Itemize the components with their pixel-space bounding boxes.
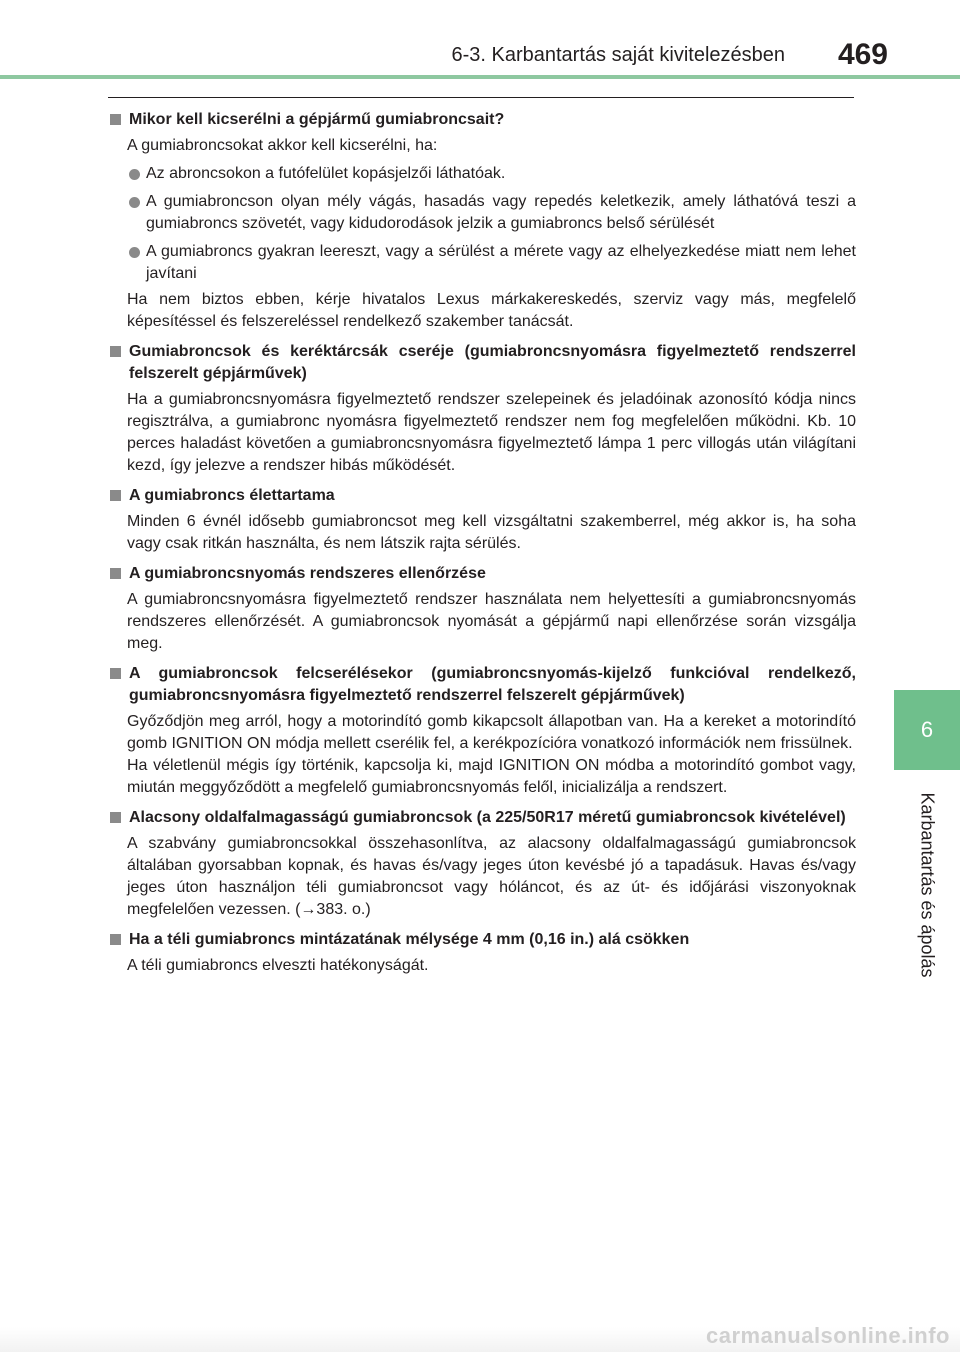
section-tire-replacement — [108, 109, 856, 333]
chapter-number: 6 — [920, 717, 934, 742]
section-wheel-replacement — [108, 341, 856, 477]
circle-bullet-icon — [129, 169, 140, 180]
list-item: Az abroncsokon a futófelület kopásjelzői láthatóak. — [108, 163, 856, 185]
list-item: A gumiabroncson olyan mély vágás, hasadás vagy repedés keletkezik, amely láthatóvá teszi a gumiabroncs szövetét, vagy kidudorodások jelzik a gumiabroncs belső sérülését — [108, 191, 856, 235]
section-heading: A gumiabroncsok felcserélésekor (gumiabroncsnyomás-kijelző funkcióval rendelkező, gumiabroncsnyomásra figyelmeztető rendszerrel felszerelt gépjárművek) — [108, 663, 856, 707]
section-winter-tire-depth — [108, 929, 856, 977]
section-heading: A gumiabroncsnyomás rendszeres ellenőrzése — [108, 563, 856, 585]
watermark: carmanualsonline.info — [706, 1323, 950, 1348]
square-bullet-icon — [110, 568, 121, 579]
square-bullet-icon — [110, 114, 121, 125]
section-heading: A gumiabroncs élettartama — [108, 485, 856, 507]
chapter-tab — [894, 690, 960, 770]
square-bullet-icon — [110, 668, 121, 679]
section-low-profile-tires — [108, 807, 856, 921]
section-heading: Alacsony oldalfalmagasságú gumiabroncsok (a 225/50R17 méretű gumiabroncsok kivételével) — [108, 807, 856, 829]
section-pressure-check — [108, 563, 856, 655]
main-content — [108, 109, 856, 985]
circle-bullet-icon — [129, 197, 140, 208]
page-number: 469 — [837, 38, 888, 71]
section-text: A gumiabroncsnyomásra figyelmeztető rendszer használata nem helyettesíti a gumiabroncsnyomás rendszeres ellenőrzését. A gumiabroncsok nyomását a gépjármű napi ellenőrzése során vizsgálja meg. — [127, 591, 856, 652]
section-outro: Ha nem biztos ebben, kérje hivatalos Lexus márkakereskedés, szerviz vagy más, megfelelő képesítéssel és felszereléssel rendelkező szakember tanácsát. — [127, 291, 856, 330]
section-text: A szabvány gumiabroncsokkal összehasonlítva, az alacsony oldalfalmagasságú gumiabroncsok általában gyorsabban kopnak, és havas és/vagy jeges úton kevésbé jó a tapadásuk. Havas és/vagy jeges úton használjon téli gumiabroncsot vagy hóláncot, és az út- és időjárási viszonyoknak megfelelően vezessen. (→383. o.) — [127, 835, 856, 918]
section-heading: Gumiabroncsok és keréktárcsák cseréje (gumiabroncsnyomásra figyelmeztető rendszerrel felszerelt gépjárművek) — [108, 341, 856, 385]
section-intro: A gumiabroncsokat akkor kell kicserélni, ha: — [127, 137, 438, 154]
section-text-continued: Ha véletlenül mégis így történik, kapcsolja ki, majd IGNITION ON módba a motorindító gombot vagy, miután meggyőződött a megfelelő gumiabroncsnyomás felől, inicializálja a rendszert. — [127, 757, 856, 796]
chapter-side-label: Karbantartás és ápolás — [917, 792, 938, 978]
circle-bullet-icon — [129, 247, 140, 258]
content-top-rule — [108, 97, 854, 98]
section-text: Minden 6 évnél idősebb gumiabroncsot meg kell vizsgáltatni szakemberrel, még akkor is, ha soha vagy csak ritkán használta, és nem látszik rajta sérülés. — [127, 513, 856, 552]
square-bullet-icon — [110, 812, 121, 823]
list-item: A gumiabroncs gyakran leereszt, vagy a sérülést a mérete vagy az elhelyezkedése miatt nem lehet javítani — [108, 241, 856, 285]
section-heading: Ha a téli gumiabroncs mintázatának mélysége 4 mm (0,16 in.) alá csökken — [108, 929, 856, 951]
header-section-title: 6-3. Karbantartás saját kivitelezésben — [451, 44, 785, 66]
section-tire-lifespan — [108, 485, 856, 555]
footer-band — [0, 1323, 960, 1352]
section-heading: Mikor kell kicserélni a gépjármű gumiabroncsait? — [108, 109, 856, 131]
square-bullet-icon — [110, 346, 121, 357]
section-text: Győződjön meg arról, hogy a motorindító gomb kikapcsolt állapotban van. Ha a kereket a motorindító gomb IGNITION ON módja mellett cserélik fel, a kerékpozícióra vonatkozó információk nem frissülnek. — [127, 713, 856, 752]
section-tire-rotation — [108, 663, 856, 799]
section-text: Ha a gumiabroncsnyomásra figyelmeztető rendszer szelepeinek és jeladóinak azonosító kódja nincs regisztrálva, a gumiabronc nyomásra figyelmeztető rendszer nem fog megfelelően működni. Kb. 10 perces haladást követően a gumiabroncsnyomásra figyelmeztető lámpa 1 perc villogás után világítani kezd, így jelezve a rendszer hibás működését. — [127, 391, 856, 474]
section-text: A téli gumiabroncs elveszti hatékonyságát. — [127, 957, 429, 974]
header-divider — [0, 75, 960, 79]
square-bullet-icon — [110, 490, 121, 501]
square-bullet-icon — [110, 934, 121, 945]
